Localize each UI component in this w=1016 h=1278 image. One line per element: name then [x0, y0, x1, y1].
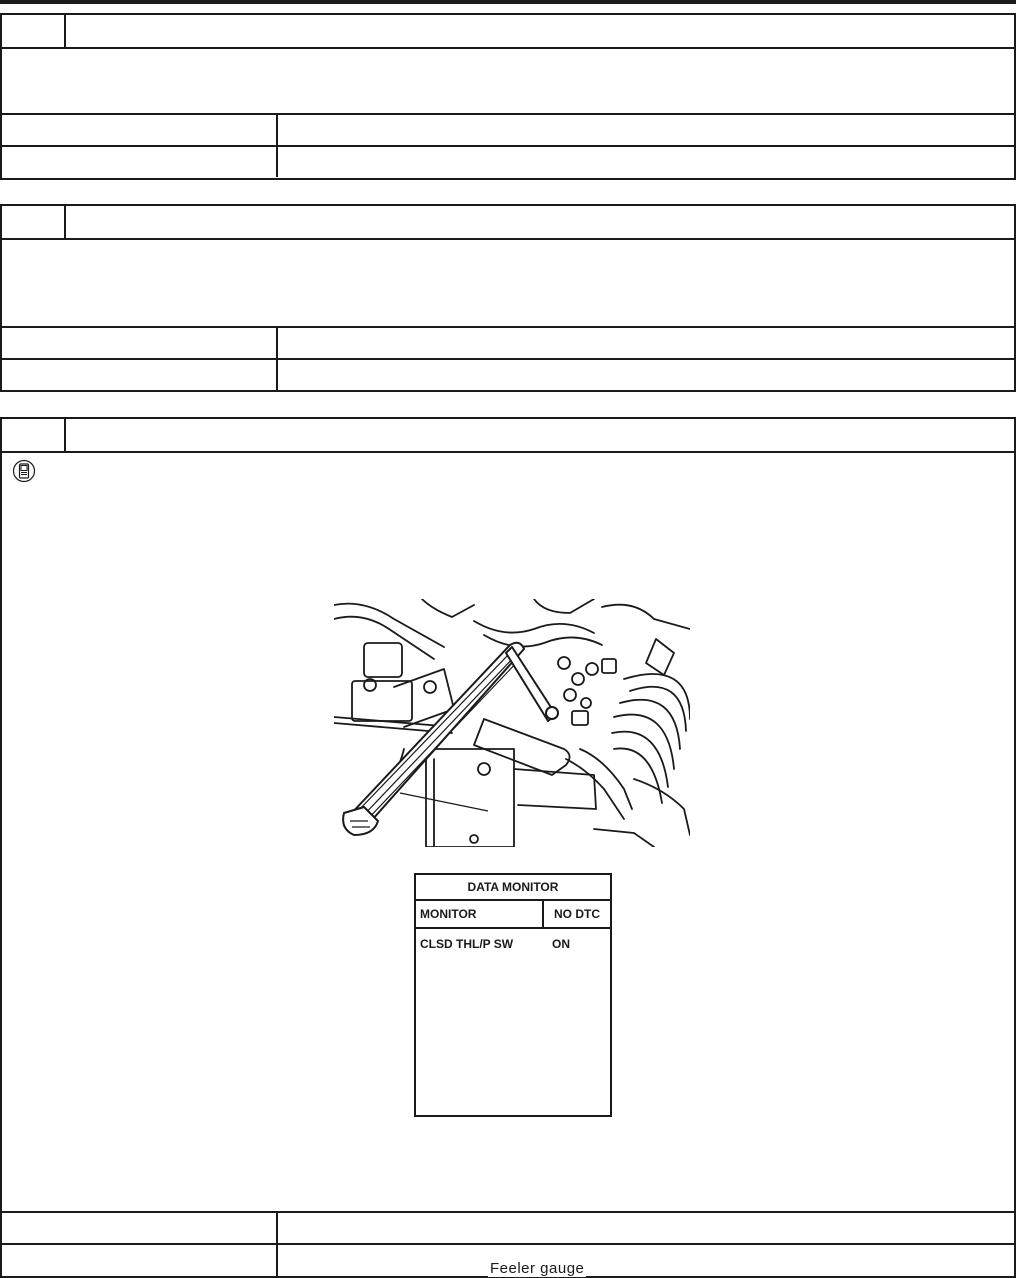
step-box-2: [0, 204, 1016, 392]
step-body: [2, 453, 1014, 1277]
throttle-feeler-gauge-illustration: [334, 599, 690, 847]
page-top-rule: [0, 0, 1016, 4]
data-monitor-title: DATA MONITOR: [416, 875, 610, 901]
consult-tool-icon: [12, 459, 36, 483]
result-row-ok: [2, 1213, 1014, 1243]
data-monitor-item-row: [416, 929, 610, 951]
result-label: [2, 360, 278, 390]
result-label: [2, 147, 278, 177]
step-header: [2, 15, 1014, 49]
step-body: [2, 49, 1014, 115]
data-monitor-header-row: [416, 901, 610, 929]
step-body: [2, 240, 1014, 328]
step-box-3: [0, 417, 1016, 1278]
monitor-column-label: MONITOR: [420, 907, 477, 921]
step-number-cell: [2, 15, 66, 47]
result-row-ok: [2, 328, 1014, 358]
feeler-gauge-callout: Feeler gauge: [490, 1260, 585, 1277]
step-box-1: [0, 13, 1016, 180]
result-label: [2, 328, 278, 358]
monitor-item-name: CLSD THL/P SW: [420, 937, 514, 951]
result-row-ng: [2, 145, 1014, 177]
monitor-item-value: ON: [552, 937, 570, 951]
step-number-cell: [2, 206, 66, 238]
step-number-cell: [2, 419, 66, 451]
result-label: [2, 1213, 278, 1243]
step-header: [2, 206, 1014, 240]
result-row-ng: [2, 358, 1014, 390]
result-row-ng: [2, 1243, 1014, 1276]
result-label: [2, 115, 278, 145]
result-row-ok: [2, 115, 1014, 145]
data-monitor-screen: [414, 873, 612, 1117]
result-label: [2, 1245, 278, 1276]
step-header: [2, 419, 1014, 453]
column-divider: [542, 901, 544, 927]
dtc-status-label: NO DTC: [554, 907, 600, 921]
